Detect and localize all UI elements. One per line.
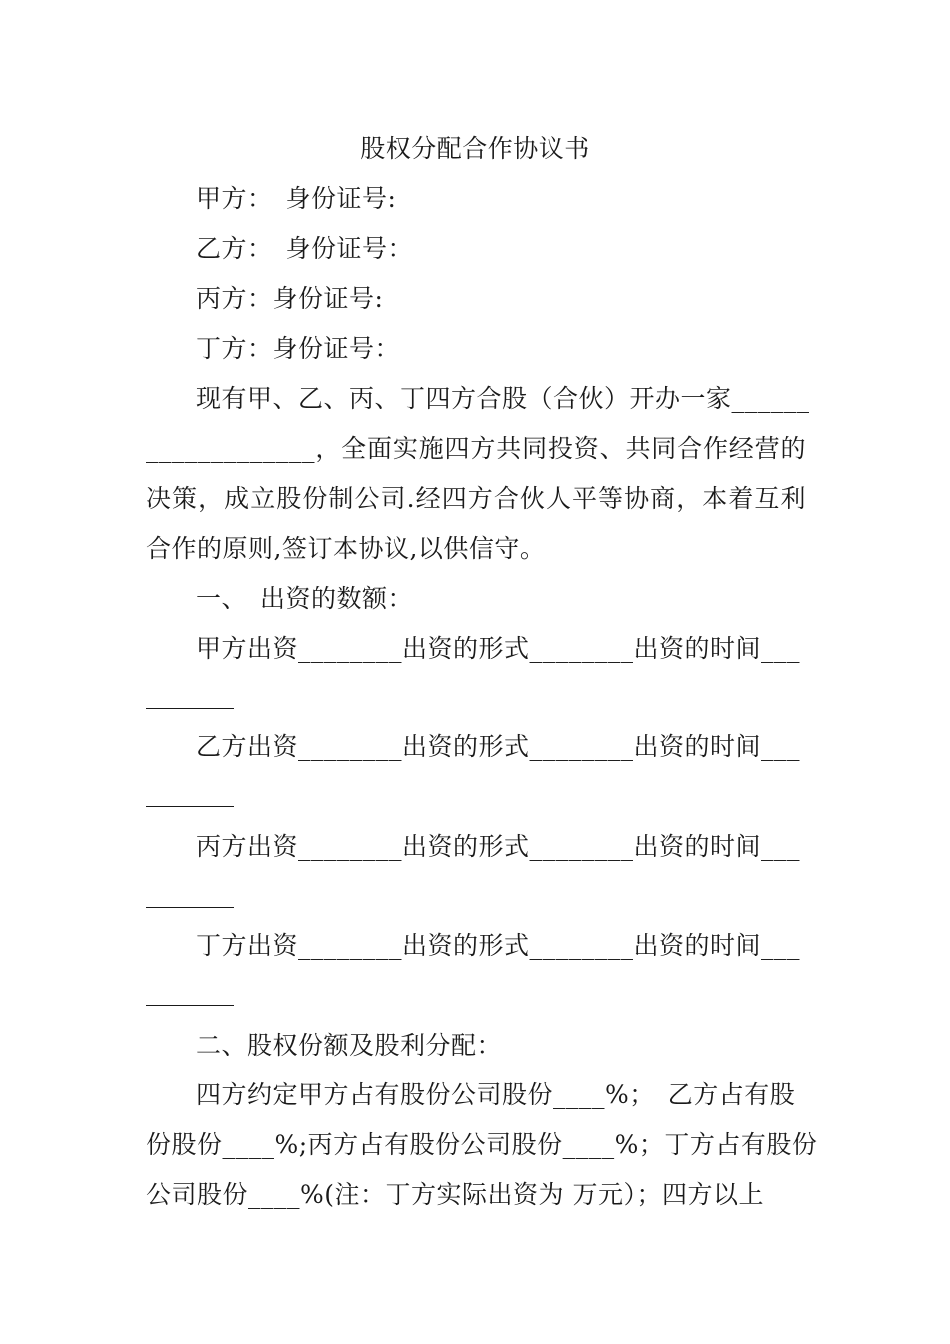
contribution-row-c: 丙方出资________出资的形式________出资的时间___	[196, 832, 801, 861]
contribution-row-d-tail-line	[146, 1005, 234, 1006]
section-2-heading: 二、股权份额及股利分配：	[196, 1031, 503, 1060]
section-1-heading: 一、 出资的数额：	[196, 584, 414, 613]
contribution-row-c-tail-line	[146, 907, 234, 908]
share-line-2: 份股份____%;丙方占有股份公司股份____%；丁方占有股份	[146, 1130, 818, 1159]
party-line-b: 乙方： 身份证号：	[196, 234, 414, 263]
intro-line-2: _____________，全面实施四方共同投资、共同合作经营的	[146, 434, 806, 463]
party-line-a: 甲方： 身份证号:	[196, 184, 397, 213]
share-line-1: 四方约定甲方占有股份公司股份____%； 乙方占有股	[196, 1080, 796, 1109]
intro-line-3: 决策，成立股份制公司.经四方合伙人平等协商，本着互利	[146, 484, 806, 513]
contribution-row-b-tail-line	[146, 806, 234, 807]
contribution-row-d: 丁方出资________出资的形式________出资的时间___	[196, 931, 801, 960]
document-title: 股权分配合作协议书	[360, 134, 590, 163]
party-line-c: 丙方：身份证号:	[196, 284, 384, 313]
intro-line-1: 现有甲、乙、丙、丁四方合股（合伙）开办一家______	[196, 384, 810, 413]
intro-line-4: 合作的原则,签订本协议,以供信守。	[146, 534, 546, 563]
share-line-3: 公司股份____%(注：丁方实际出资为 万元）；四方以上	[146, 1180, 764, 1209]
contribution-row-a-tail-line	[146, 708, 234, 709]
contribution-row-a: 甲方出资________出资的形式________出资的时间___	[196, 634, 801, 663]
contribution-row-b: 乙方出资________出资的形式________出资的时间___	[196, 732, 801, 761]
party-line-d: 丁方：身份证号：	[196, 334, 401, 363]
